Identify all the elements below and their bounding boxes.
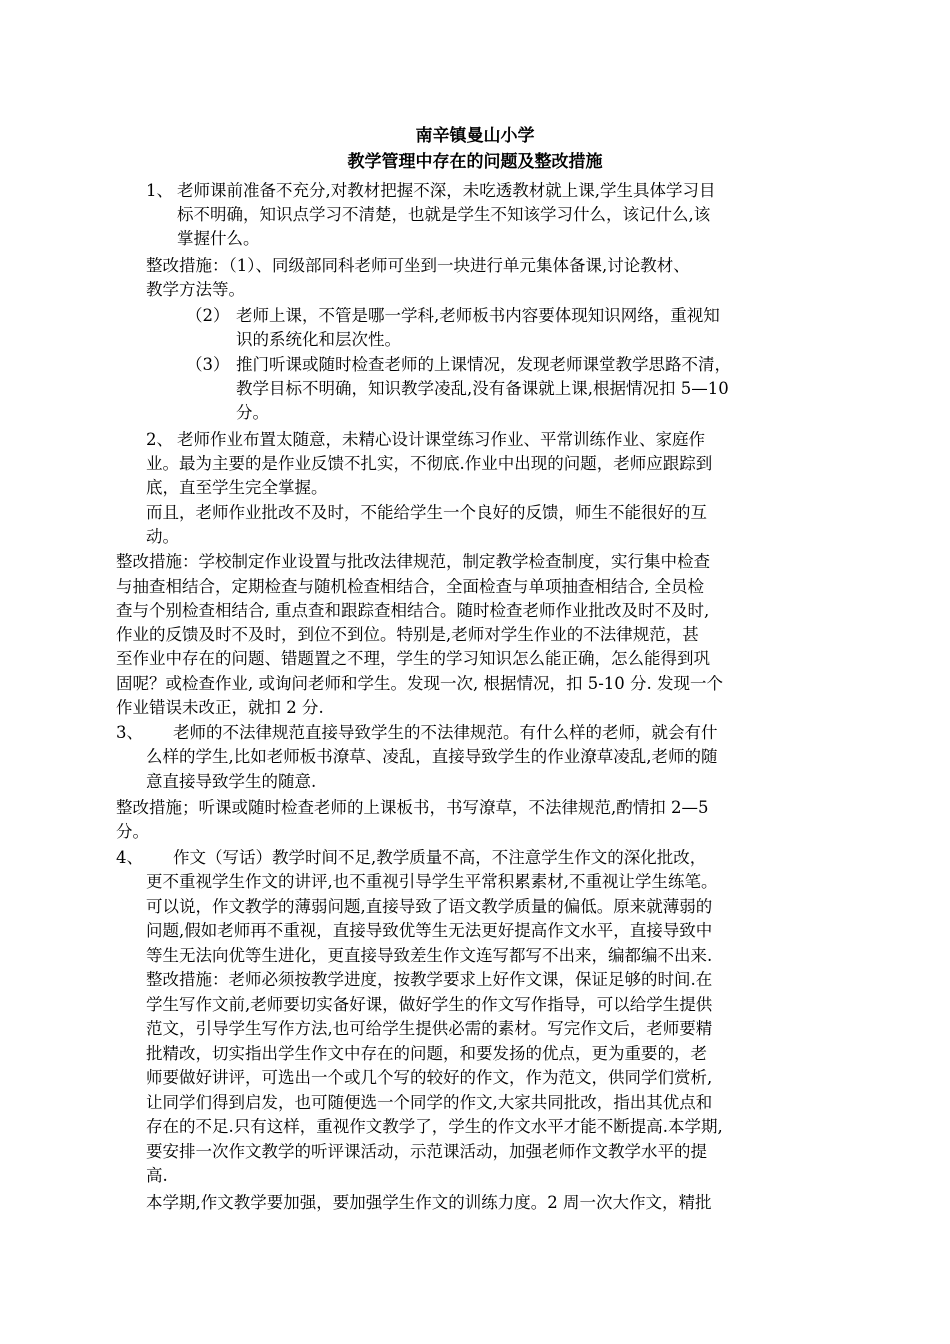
item-number: （3） [186,355,230,374]
text-line: 查与个别检查相结合, 重点查和跟踪查相结合。随时检查老师作业批改及时不及时, [116,601,710,620]
item-number: 1、 [146,181,173,200]
text-line: 而且，老师作业批改不及时，不能给学生一个良好的反馈，师生不能很好的互 [146,503,707,522]
text-line: 业。最为主要的是作业反馈不扎实，不彻底.作业中出现的问题，老师应跟踪到 [146,454,713,473]
text-line: 老师作业布置太随意，未精心设计课堂练习作业、平常训练作业、家庭作 [177,430,705,449]
text-line: 更不重视学生作文的讲评,也不重视引导学生平常积累素材,不重视让学生练笔。 [146,872,718,891]
text-line: 固呢？或检查作业, 或询问老师和学生。发现一次, 根据情况，扣 5-10 分. 发现一个 [116,674,724,693]
text-line: 作业的反馈及时不及时，到位不到位。特别是,老师对学生作业的不法律规范，甚 [116,625,699,644]
text-line: 范文，引导学生写作方法,也可给学生提供必需的素材。写完作文后，老师要精 [146,1019,713,1038]
text-line: 高. [146,1166,168,1185]
text-line: 问题,假如老师再不重视，直接导致优等生无法更好提高作文水平，直接导致中 [146,921,713,940]
text-line: 整改措施：学校制定作业设置与批改法律规范，制定教学检查制度，实行集中检查 [116,552,710,571]
text-line: 存在的不足.只有这样，重视作文教学了，学生的作文水平才能不断提高.本学期, [146,1117,723,1136]
text-line: 意直接导致学生的随意. [146,772,317,791]
text-line: 让同学们得到启发，也可随便选一个同学的作文,大家共同批改，指出其优点和 [146,1093,713,1112]
text-line: 学生写作文前,老师要切实备好课，做好学生的作文写作指导，可以给学生提供 [146,995,713,1014]
text-line: 要安排一次作文教学的听评课活动，示范课活动，加强老师作文教学水平的提 [146,1142,707,1161]
text-line: 批精改，切实指出学生作文中存在的问题，和要发扬的优点，更为重要的，老 [146,1044,707,1063]
text-line: 底，直至学生完全掌握。 [146,478,328,497]
text-line: 分。 [116,822,149,841]
item-number: 4、 [116,848,143,867]
text-line: 整改措施：（1）、同级部同科老师可坐到一块进行单元集体备课,讨论教材、 [146,256,690,275]
text-line: 本学期,作文教学要加强，要加强学生作文的训练力度。2 周一次大作文，精批 [146,1193,712,1212]
text-line: 老师上课，不管是哪一学科,老师板书内容要体现知识网络，重视知 [236,306,720,325]
school-name: 南辛镇曼山小学 [415,126,535,146]
text-line: 么样的学生,比如老师板书潦草、凌乱，直接导致学生的作业潦草凌乱,老师的随 [146,747,718,766]
text-line: 作文（写话）教学时间不足,教学质量不高，不注意学生作文的深化批改， [173,848,707,867]
text-line: 可以说，作文教学的薄弱问题,直接导致了语文教学质量的偏低。原来就薄弱的 [146,897,713,916]
text-line: 整改措施：老师必须按教学进度，按教学要求上好作文课，保证足够的时间.在 [146,970,713,989]
text-line: 分。 [236,403,269,422]
text-line: 整改措施；听课或随时检查老师的上课板书，书写潦草，不法律规范,酌情扣 2—5 [116,798,709,817]
document-title: 教学管理中存在的问题及整改措施 [347,152,603,172]
text-line: 至作业中存在的问题、错题置之不理，学生的学习知识怎么能正确，怎么能得到巩 [116,649,710,668]
item-number: 2、 [146,430,173,449]
text-line: 与抽查相结合，定期检查与随机检查相结合，全面检查与单项抽查相结合, 全员检 [116,577,704,596]
text-line: 标不明确，知识点学习不清楚，也就是学生不知该学习什么，该记什么,该 [177,205,711,224]
text-line: 掌握什么。 [177,229,260,248]
text-line: 作业错误未改正，就扣 2 分. [116,698,324,717]
text-line: 等生无法向优等生进化，更直接导致差生作文连写都写不出来，编都编不出来. [146,946,713,965]
text-line: 老师课前准备不充分,对教材把握不深，未吃透教材就上课,学生具体学习目 [177,181,716,200]
text-line: 识的系统化和层次性。 [236,330,401,349]
item-number: （2） [186,306,230,325]
item-number: 3、 [116,723,143,742]
text-line: 教学目标不明确，知识教学凌乱,没有备课就上课,根据情况扣 5—10 [236,379,729,398]
text-line: 师要做好讲评，可选出一个或几个写的较好的作文，作为范文，供同学们赏析, [146,1068,713,1087]
text-line: 动。 [146,527,179,546]
text-line: 教学方法等。 [146,280,245,299]
text-line: 老师的不法律规范直接导致学生的不法律规范。有什么样的老师，就会有什 [173,723,718,742]
text-line: 推门听课或随时检查老师的上课情况，发现老师课堂教学思路不清， [236,355,731,374]
